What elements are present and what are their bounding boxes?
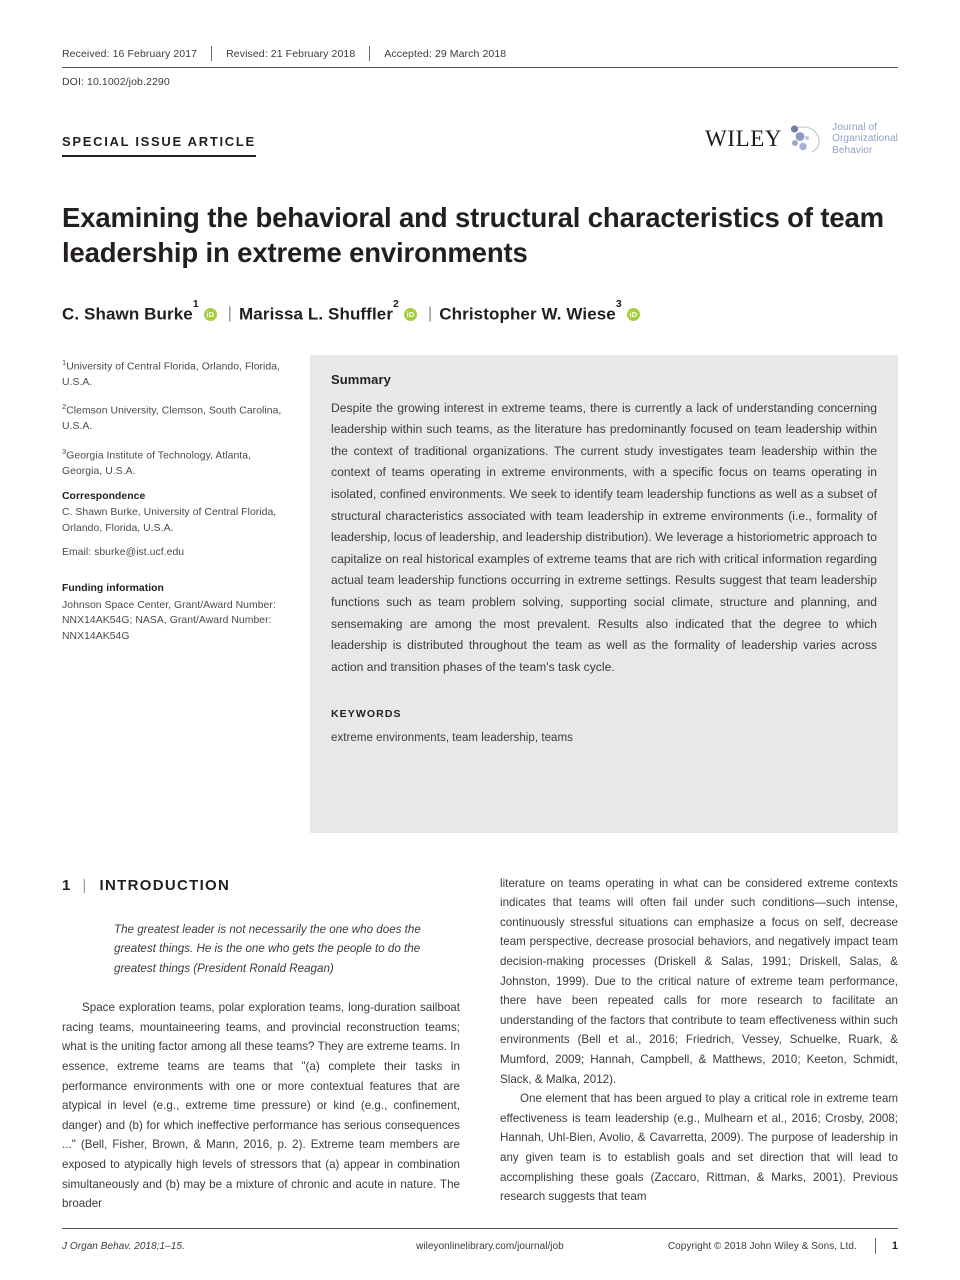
- author-1-name: C. Shawn Burke: [62, 304, 193, 324]
- author-2-name: Marissa L. Shuffler: [239, 304, 394, 324]
- history-divider-2: [369, 46, 370, 61]
- journal-name: [832, 122, 898, 157]
- affiliation-3-marker: 3: [62, 446, 67, 456]
- footer-right: [668, 1238, 898, 1254]
- body-column-right: [500, 874, 898, 1214]
- affiliation-3-text: Georgia Institute of Technology, Atlanta, Georgia, U.S.A.: [62, 450, 252, 478]
- journal-name-line-1: Journal of: [832, 121, 878, 133]
- orcid-icon-2[interactable]: [404, 308, 417, 321]
- funding-text: Johnson Space Center, Grant/Award Number: NNX14AK54G; NASA, Grant/Award Number: NNX14AK54G: [62, 599, 276, 642]
- publication-history: [62, 46, 898, 61]
- publisher-logo: [705, 122, 898, 159]
- metadata-and-summary: [62, 355, 898, 833]
- orcid-icon-1[interactable]: [204, 308, 217, 321]
- body-paragraph-left-1: Space exploration teams, polar exploration teams, long-duration sailboat racing teams, mountaineering teams, and provincial reconstruction teams; what is the uniting factor among all these teams? They are extreme teams. In essence, extreme teams are teams that "(a) complete their tasks in performance environments with one or more contextual features that are atypical in level (e.g., extreme time pressure) or kind (e.g., confinement, danger) and (b) for which ineffective performance has serious consequences ..." (Bell, Fisher, Brown, & Mann, 2016, p. 2). Extreme team members are exposed to atypically high levels of stressors that (a) appear in combination simultaneously and (b) may be a mixture of chronic and acute in nature. The broader: [62, 1001, 460, 1211]
- section-number: 1: [62, 876, 71, 894]
- author-3[interactable]: [439, 298, 622, 325]
- author-2-marker: 2: [393, 298, 399, 311]
- footer-rule: [62, 1228, 898, 1229]
- author-separator-2: |: [428, 305, 433, 323]
- affiliation-2: [62, 399, 286, 435]
- header-rule: [62, 67, 898, 68]
- revised-date: Revised: 21 February 2018: [226, 47, 356, 60]
- section-title: INTRODUCTION: [99, 876, 231, 894]
- journal-name-line-2: Organizational: [832, 133, 898, 144]
- correspondence-email[interactable]: Email: sburke@ist.ucf.edu: [62, 547, 185, 559]
- history-divider-1: [211, 46, 212, 61]
- footer-divider: [875, 1238, 876, 1254]
- keywords-text: extreme environments, team leadership, teams: [331, 732, 573, 745]
- affiliations-column: [62, 355, 310, 833]
- page-footer: [62, 1228, 898, 1254]
- affiliation-1-text: University of Central Florida, Orlando, Florida, U.S.A.: [62, 361, 280, 388]
- article-title: Examining the behavioral and structural characteristics of team leadership in extreme environments: [62, 202, 884, 268]
- summary-box: [310, 355, 898, 833]
- journal-name-line-3: Behavior: [832, 144, 873, 156]
- wiley-wordmark: WILEY: [705, 125, 783, 151]
- affiliation-3: [62, 444, 286, 480]
- author-3-marker: 3: [615, 298, 622, 311]
- footer-copyright: Copyright © 2018 John Wiley & Sons, Ltd.: [667, 1240, 857, 1252]
- accepted-date: Accepted: 29 March 2018: [384, 47, 507, 60]
- article-type-row: [62, 114, 898, 158]
- received-date: Received: 16 February 2017: [62, 47, 198, 60]
- correspondence-heading: Correspondence: [62, 490, 146, 502]
- author-separator-1: |: [227, 305, 233, 323]
- summary-heading: Summary: [331, 371, 391, 387]
- body-paragraph-right-2: One element that has been argued to play a critical role in extreme team effectiveness is team leadership (e.g., Mulhearn et al., 2016; Crosby, 2008; Hannah, Uhl-Bien, Avolio, & Cavarretta, 2009). The purpose of leadership in any given team is to establish goals and set direction that will lead to accomplishing these goals (Zaccaro, Rittman, & Marks, 2001). Previous research suggests that team: [500, 1092, 898, 1204]
- body-column-left: [62, 920, 460, 1214]
- funding-heading: Funding information: [62, 583, 164, 594]
- footer-content: [62, 1238, 898, 1254]
- author-1-marker: 1: [192, 298, 199, 311]
- affiliation-2-marker: 2: [62, 402, 67, 412]
- article-type-label: SPECIAL ISSUE ARTICLE: [62, 134, 256, 157]
- footer-url[interactable]: wileyonlinelibrary.com/journal/job: [416, 1240, 564, 1252]
- section-divider: |: [82, 876, 88, 894]
- affiliation-1: [62, 355, 286, 391]
- doi-line[interactable]: DOI: 10.1002/job.2290: [62, 76, 170, 88]
- affiliation-2-text: Clemson University, Clemson, South Carolina, U.S.A.: [62, 405, 282, 433]
- author-2[interactable]: [239, 298, 399, 325]
- affiliation-1-marker: 1: [62, 357, 67, 367]
- keywords-heading: KEYWORDS: [331, 708, 402, 721]
- correspondence-text: C. Shawn Burke, University of Central Florida, Orlando, Florida, U.S.A.: [62, 507, 277, 534]
- wiley-swirl-icon: [786, 122, 828, 156]
- body-paragraph-right-1: literature on teams operating in what can be considered extreme contexts indicates that teams will often fail under such conditions—such intense, continuously stressful situations can emphasize a focus on self, decrease team perspective, decrease prosocial behaviors, and negatively impact team decision-making processes (Driskell & Salas, 1991; Driskell, Salas, & Johnston, 1999). Due to the critical nature of extreme team performance, there have been repeated calls for more research to facilitate an understanding of the factors that contribute to team effectiveness within such environments (Bell et al., 2016; Friedrich, Vessey, Schuelke, Ruark, & Mumford, 2009; Hannah, Campbell, & Matthews, 2010; Keeton, Schmidt, Slack, & Malka, 2012).: [500, 876, 898, 1086]
- summary-text: Despite the growing interest in extreme teams, there is currently a lack of understanding concerning leadership within such teams, as the literature has predominantly focused on team leadership within the context of traditional organizations. The current study investigates team leadership within the context of teams operating in extreme environments, with a specific focus on teams operating in isolated, confined environments. We seek to identify team leadership functions as well as a subset of structural characteristics associated with team leadership in extreme environments (i.e., formality of leadership, locus of leadership, and leadership distribution). We leverage a historiometric approach to capitalize on real historical examples of extreme teams that are rich with critical information regarding actual team leadership functions occurring in extreme settings. Results suggest that team leadership functions such as team problem solving, supporting social climate, structure and planning, and sensemaking are among the most prevalent. Results also indicated that the degree to which leadership is distributed throughout the team as well as the formality of leadership varies across action and transition phases of the team's task cycle.: [331, 400, 877, 674]
- page-number: 1: [891, 1240, 898, 1252]
- author-list: [62, 298, 898, 325]
- author-1[interactable]: [62, 298, 199, 325]
- orcid-icon-3[interactable]: [627, 308, 640, 321]
- epigraph-quote: The greatest leader is not necessarily the one who does the greatest things. He is the one who gets the people to do the greatest things (President Ronald Reagan): [114, 922, 421, 975]
- author-3-name: Christopher W. Wiese: [439, 304, 616, 324]
- footer-citation: J Organ Behav. 2018;1–15.: [62, 1240, 185, 1252]
